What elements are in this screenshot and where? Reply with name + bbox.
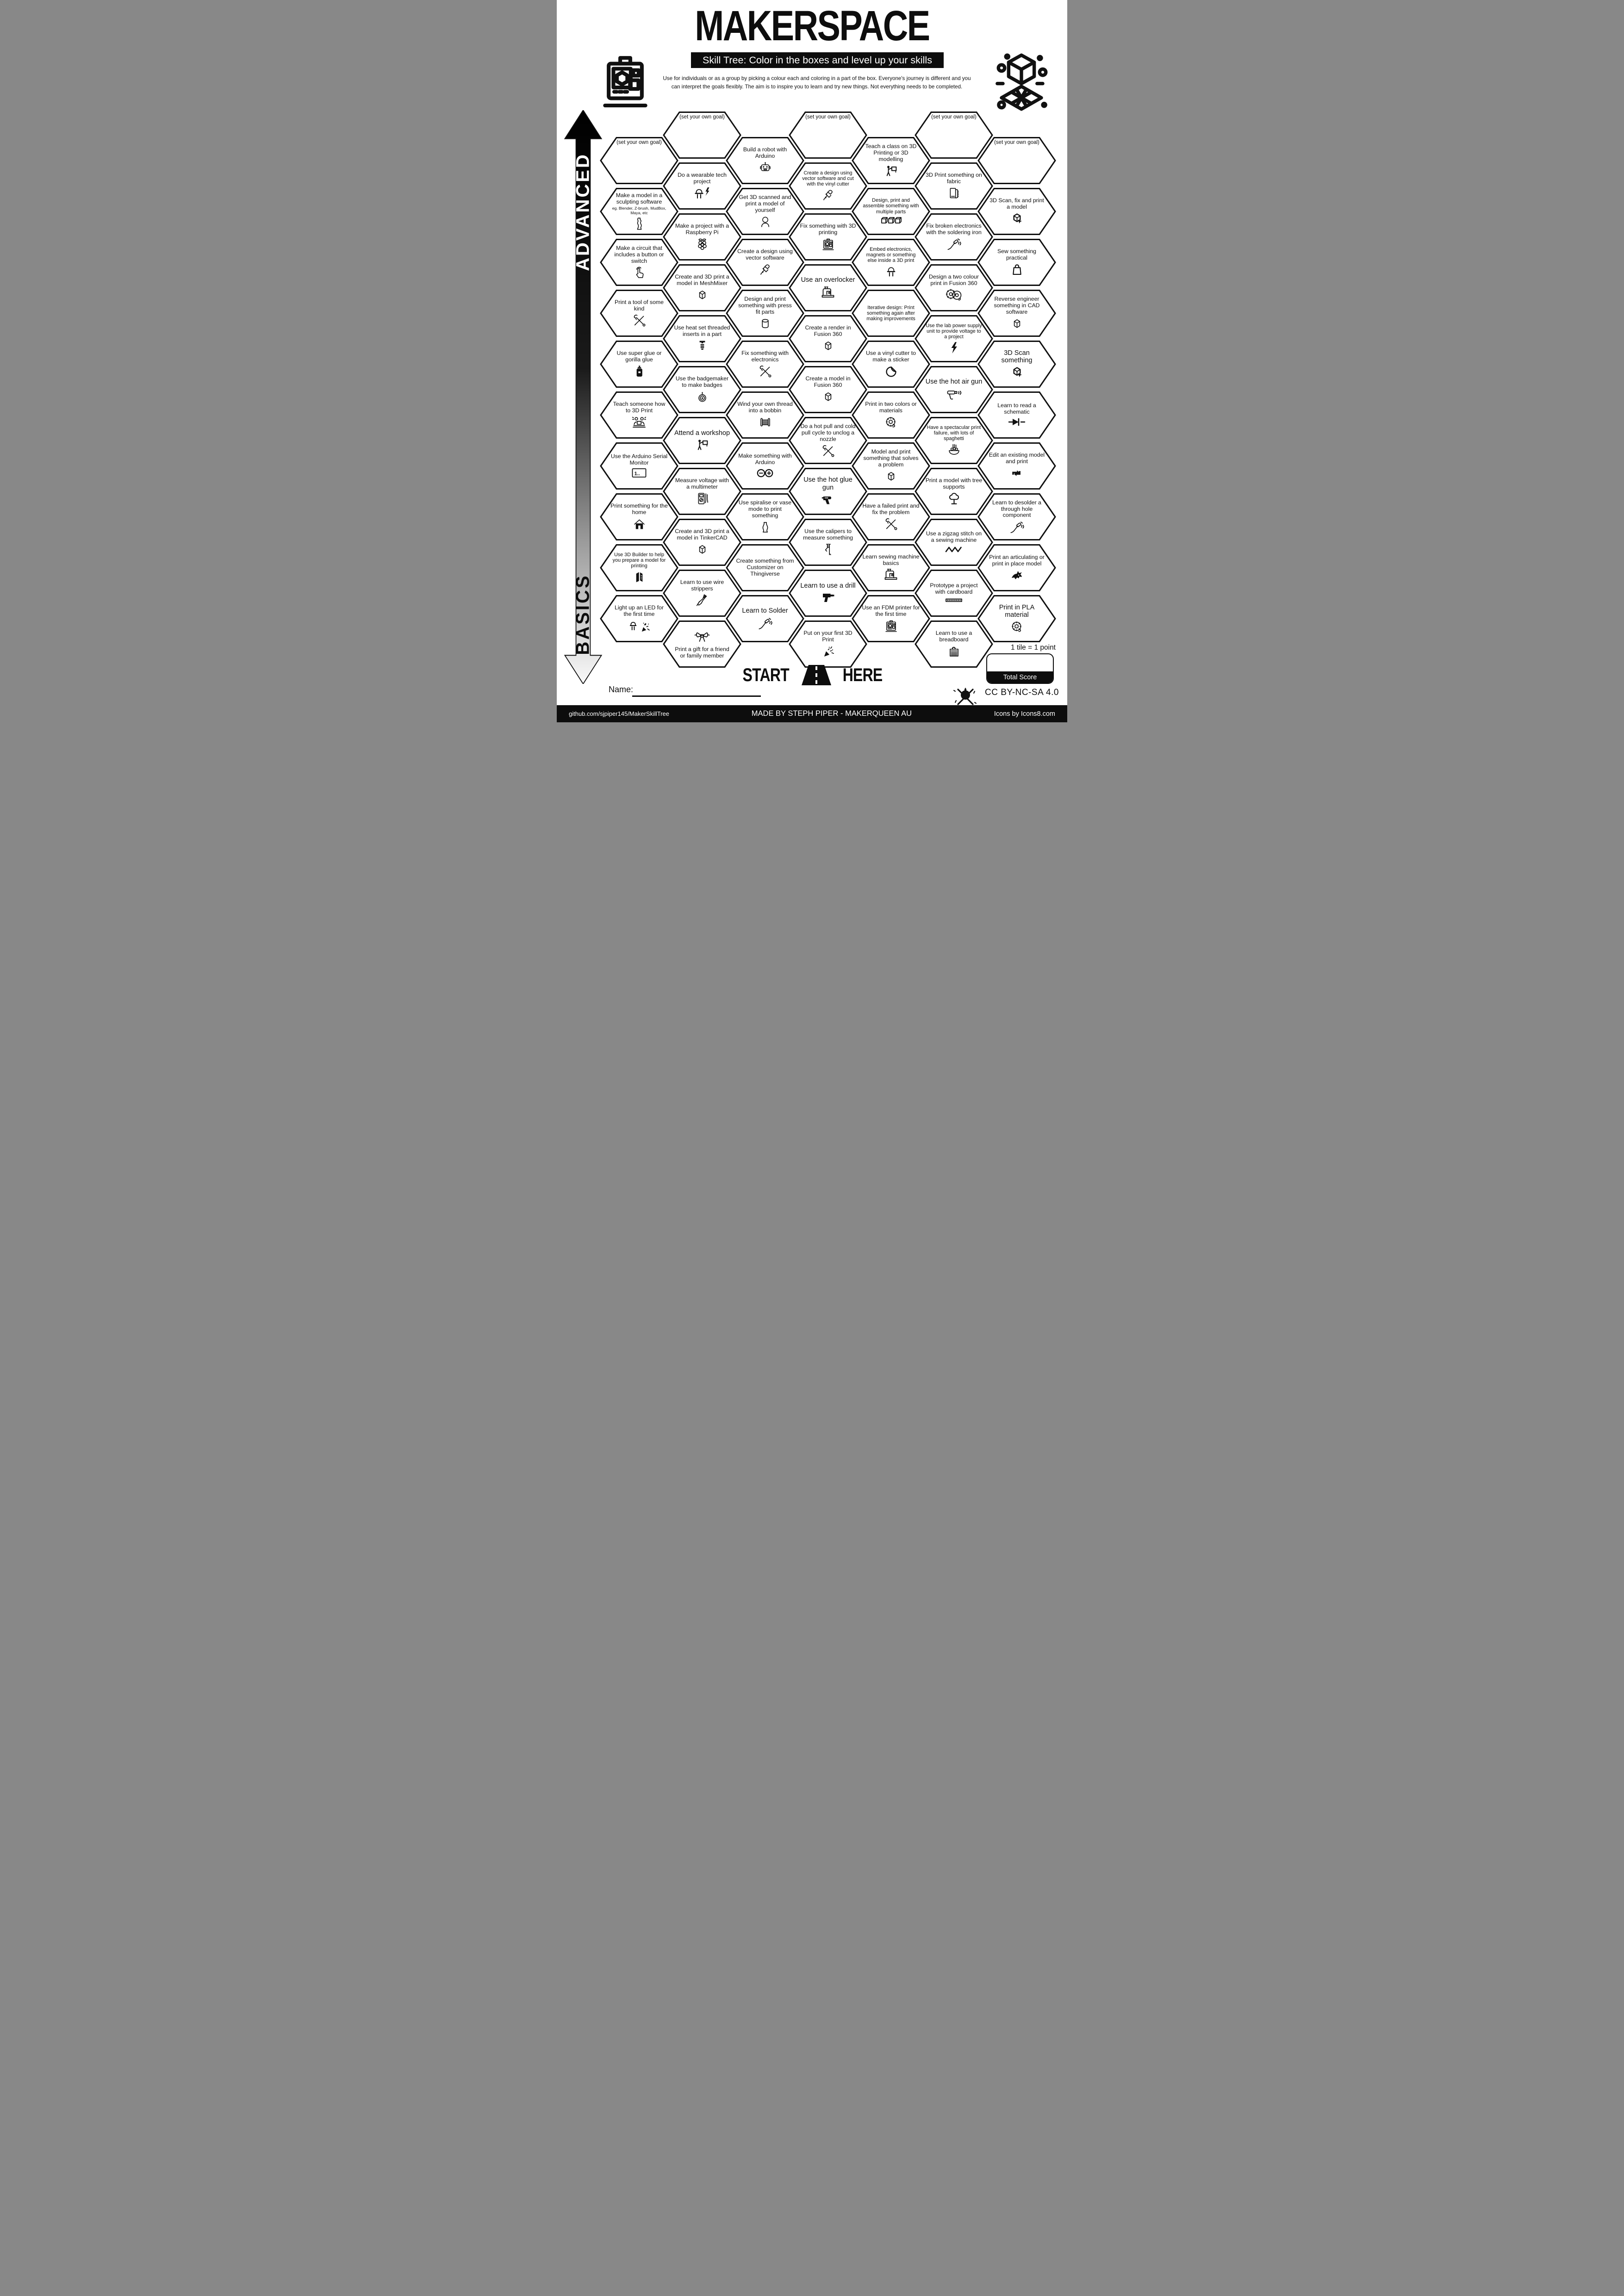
cylinder-icon bbox=[759, 317, 772, 330]
gluegun-icon bbox=[821, 493, 835, 507]
tile-label: Fix something with electronics bbox=[741, 350, 789, 363]
footer-icons-credit[interactable]: Icons by Icons8.com bbox=[994, 710, 1055, 718]
tile-label: Use super glue or gorilla glue bbox=[616, 350, 662, 363]
hex-tile[interactable] bbox=[977, 187, 1056, 236]
total-score-label: Total Score bbox=[987, 671, 1053, 683]
tile-content bbox=[977, 442, 1056, 490]
iron-icon bbox=[1009, 520, 1024, 534]
tile-label: (set your own goal) bbox=[931, 114, 977, 120]
badge-icon bbox=[696, 390, 709, 403]
footer-repo-link[interactable]: github.com/sjpiper145/MakerSkillTree bbox=[569, 710, 670, 717]
tile-label: Have a failed print and fix the problem bbox=[862, 503, 920, 515]
cubed-icon bbox=[821, 390, 835, 403]
glue-icon bbox=[633, 365, 646, 378]
tile-label: Make something with Arduino bbox=[738, 453, 792, 465]
cubed-icon bbox=[696, 288, 709, 302]
statue-icon bbox=[633, 217, 646, 230]
tile-label: 3D Scan something bbox=[1001, 349, 1033, 364]
hex-tile[interactable] bbox=[977, 289, 1056, 337]
tile-label: Model and print something that solves a problem bbox=[863, 448, 919, 468]
tile-label: Have a spectacular print failure, with lots of spaghetti bbox=[927, 424, 981, 442]
tile-content bbox=[977, 289, 1056, 337]
hex-grid bbox=[557, 0, 1067, 722]
printer-icon bbox=[884, 619, 898, 633]
tile-content bbox=[977, 391, 1056, 439]
tile-label: Learn to use wire strippers bbox=[680, 578, 724, 592]
pentool-icon bbox=[821, 188, 835, 202]
tools-icon bbox=[821, 444, 835, 458]
start-label: START bbox=[742, 664, 790, 685]
cubed-icon bbox=[696, 543, 709, 556]
tile-label: Do a hot pull and cold pull cycle to unclog a nozzle bbox=[800, 423, 856, 442]
tile-content bbox=[977, 595, 1056, 643]
tile-sublabel: eg. Blender, Z-brush, MudBox, Maya, etc bbox=[612, 206, 666, 215]
tile-label: Create a model in Fusion 360 bbox=[805, 375, 851, 388]
tile-label: Measure voltage with a multimeter bbox=[675, 477, 729, 490]
cubed-icon bbox=[1010, 317, 1024, 330]
tile-label: Fix something with 3D printing bbox=[800, 223, 856, 236]
hex-tile[interactable] bbox=[977, 137, 1056, 185]
tile-label: Get 3D scanned and print a model of yourself bbox=[739, 194, 791, 213]
robot-icon bbox=[759, 161, 772, 174]
tile-label: Design and print something with press fit parts bbox=[738, 296, 792, 315]
hex-tile[interactable] bbox=[977, 544, 1056, 592]
name-input-line[interactable] bbox=[632, 695, 761, 697]
serial-icon bbox=[631, 467, 647, 478]
hex-tile[interactable] bbox=[977, 391, 1056, 439]
tile-label: Learn to read a schematic bbox=[997, 402, 1036, 415]
tile-label: Use an FDM printer for the first time bbox=[862, 604, 920, 617]
sticker-icon bbox=[884, 365, 898, 378]
diode-icon bbox=[1008, 416, 1026, 428]
cubed-icon bbox=[821, 339, 835, 353]
tile-label: Print a gift for a friend or family member bbox=[675, 645, 729, 659]
iron-icon bbox=[758, 616, 772, 630]
tools-icon bbox=[633, 314, 646, 327]
house-icon bbox=[633, 517, 646, 531]
pair-icon bbox=[631, 415, 647, 429]
tile-label: Print a model with tree supports bbox=[925, 477, 983, 490]
spools2-icon bbox=[945, 288, 963, 302]
cubes3-icon bbox=[880, 216, 902, 225]
tile-label: Make a model in a sculpting software bbox=[616, 192, 663, 205]
meter-icon bbox=[696, 492, 709, 505]
bolt-icon bbox=[947, 341, 961, 354]
points-note: 1 tile = 1 point bbox=[1011, 644, 1056, 652]
tile-label: Design, print and assemble something with multiple parts bbox=[863, 198, 919, 215]
tile-label: Create a design using vector software bbox=[737, 248, 793, 261]
tile-label: Learn to use a breadboard bbox=[935, 630, 972, 643]
ledconfetti-icon bbox=[628, 619, 650, 633]
tile-label: Use the calipers to measure something bbox=[803, 528, 853, 541]
led-icon bbox=[884, 265, 898, 278]
tile-label: (set your own goal) bbox=[616, 140, 662, 145]
drill-icon bbox=[821, 591, 835, 604]
tile-label: Use the badgemaker to make badges bbox=[675, 375, 729, 388]
fabric-icon bbox=[947, 186, 961, 200]
subtitle-text: Skill Tree: Color in the boxes and level up your skills bbox=[703, 54, 932, 66]
ledbolt-icon bbox=[693, 186, 711, 200]
tile-content bbox=[977, 544, 1056, 592]
tile-label: Embed electronics, magnets or something else inside a 3D print bbox=[866, 246, 916, 264]
tile-label: Use the lab power supply unit to provide voltage to a project bbox=[926, 323, 982, 340]
bow-icon bbox=[694, 629, 710, 645]
strippers-icon bbox=[695, 593, 709, 607]
total-score-box[interactable] bbox=[986, 653, 1054, 684]
poster bbox=[557, 0, 1067, 722]
hex-tile[interactable] bbox=[977, 595, 1056, 643]
pentool-icon bbox=[759, 263, 772, 276]
tile-label: 3D Print something on fabric bbox=[926, 172, 982, 185]
tile-label: 3D Scan, fix and print a model bbox=[989, 197, 1044, 210]
cardboard-icon bbox=[945, 596, 963, 604]
breadboard-icon bbox=[947, 645, 961, 658]
tile-label: Prototype a project with cardboard bbox=[930, 582, 978, 595]
scanhead-icon bbox=[759, 215, 772, 229]
tile-label: Print in two colors or materials bbox=[865, 401, 917, 414]
tile-label: Use an overlocker bbox=[801, 276, 855, 284]
cubed-icon bbox=[884, 470, 898, 483]
tile-label: Iterative design: Print something again after making improvements bbox=[866, 304, 915, 322]
page-title: MAKERSPACE bbox=[695, 2, 929, 50]
tile-label: Use the hot air gun bbox=[925, 378, 983, 386]
tile-label: Create and 3D print a model in TinkerCAD bbox=[675, 528, 729, 541]
bobbin-icon bbox=[759, 416, 772, 429]
tile-label: Learn to desolder a through hole component bbox=[992, 499, 1041, 519]
tile-label: Use spiralise or vase mode to print something bbox=[738, 499, 792, 519]
tile-label: Put on your first 3D Print bbox=[803, 630, 852, 643]
zigzag-icon bbox=[945, 545, 963, 554]
name-label: Name: bbox=[609, 685, 634, 694]
tile-label: Print a tool of some kind bbox=[615, 299, 664, 312]
tree-icon bbox=[947, 492, 961, 505]
tile-content bbox=[977, 493, 1056, 541]
panels-icon bbox=[633, 570, 646, 583]
sewing-icon bbox=[821, 285, 835, 299]
hex-tile[interactable] bbox=[977, 340, 1056, 388]
tile-label: Use heat set threaded inserts in a part bbox=[674, 324, 730, 337]
tile-label: Learn sewing machine basics bbox=[862, 553, 920, 566]
description-text: Use for individuals or as a group by picking a colour each and coloring in a part of the box. Everyone's journey is different and you can interpret the goals flexibly. The aim is to inspire you to learn and try new things. Not everything needs to be completed. bbox=[663, 75, 971, 90]
tile-label: Print an articulating or print in place model bbox=[989, 553, 1045, 567]
swap-icon bbox=[1010, 466, 1024, 480]
tile-label: Print something for the home bbox=[610, 503, 668, 515]
tile-label: Make a circuit that includes a button or switch bbox=[614, 245, 664, 264]
tile-label: Learn to Solder bbox=[742, 607, 788, 615]
tile-label: Create a design using vector software and cut with the vinyl cutter bbox=[802, 170, 854, 187]
raspberry-icon bbox=[696, 237, 709, 251]
spaghetti-icon bbox=[947, 443, 961, 456]
tile-label: Use the Arduino Serial Monitor bbox=[610, 453, 668, 466]
tools-icon bbox=[884, 517, 898, 531]
hex-tile[interactable] bbox=[977, 493, 1056, 541]
printer-icon bbox=[821, 237, 835, 251]
tile-label: Wind your own thread into a bobbin bbox=[737, 401, 793, 414]
tile-label: Edit an existing model and print bbox=[989, 452, 1045, 465]
tile-label: Use 3D Builder to help you prepare a model for printing bbox=[612, 552, 666, 569]
tile-content bbox=[977, 340, 1056, 388]
tile-content bbox=[977, 137, 1056, 185]
advanced-label: ADVANCED bbox=[572, 153, 593, 271]
tile-label: (set your own goal) bbox=[805, 114, 851, 120]
dragon-icon bbox=[1009, 568, 1024, 581]
tile-label: Create a render in Fusion 360 bbox=[805, 324, 851, 337]
bag-icon bbox=[1010, 263, 1024, 276]
sewing-icon bbox=[884, 568, 898, 582]
tile-label: Light up an LED for the first time bbox=[615, 604, 664, 617]
tile-label: Print in PLA material bbox=[999, 603, 1035, 619]
tile-label: (set your own goal) bbox=[679, 114, 725, 120]
tile-content bbox=[977, 238, 1056, 286]
iron-icon bbox=[946, 237, 961, 251]
insert-icon bbox=[696, 339, 709, 353]
tile-label: Attend a workshop bbox=[674, 429, 730, 437]
tile-label: Make a project with a Raspberry Pi bbox=[675, 223, 729, 236]
tile-content bbox=[977, 187, 1056, 236]
presenter-icon bbox=[696, 438, 709, 452]
arduino-icon bbox=[756, 467, 774, 479]
tile-label: Create something from Customizer on Thingiverse bbox=[736, 558, 794, 577]
road-icon bbox=[802, 664, 831, 686]
tile-label: (set your own goal) bbox=[994, 140, 1039, 145]
license-label: CC BY-NC-SA 4.0 bbox=[985, 688, 1059, 697]
here-label: HERE bbox=[842, 664, 883, 685]
scancube-icon bbox=[1010, 212, 1024, 225]
spool-icon bbox=[884, 416, 898, 429]
tile-label: Do a wearable tech project bbox=[678, 171, 727, 185]
footer-credit: MADE BY STEPH PIPER - MAKERQUEEN AU bbox=[751, 709, 912, 718]
footer-bar bbox=[557, 705, 1067, 722]
basics-label: BASICS bbox=[572, 574, 593, 655]
heatgun-icon bbox=[946, 387, 962, 401]
tile-label: Design a two colour print in Fusion 360 bbox=[929, 273, 979, 286]
spool-icon bbox=[1010, 620, 1024, 633]
presenter-icon bbox=[884, 164, 898, 178]
hex-tile[interactable] bbox=[977, 442, 1056, 490]
tile-label: Learn to use a drill bbox=[800, 582, 856, 590]
tools-icon bbox=[759, 365, 772, 378]
tile-label: Use a zigzag stitch on a sewing machine bbox=[926, 530, 982, 543]
calipers-icon bbox=[821, 543, 835, 556]
scancube-icon bbox=[1010, 366, 1024, 379]
tile-label: Use the hot glue gun bbox=[803, 476, 852, 491]
confetti-icon bbox=[821, 645, 835, 658]
tile-label: Fix broken electronics with the soldering iron bbox=[926, 222, 982, 236]
tile-label: Teach someone how to 3D Print bbox=[613, 400, 666, 414]
vase-icon bbox=[759, 521, 772, 534]
tile-label: Build a robot with Arduino bbox=[743, 146, 787, 159]
tile-label: Reverse engineer something in CAD software bbox=[994, 296, 1040, 315]
hex-tile[interactable] bbox=[977, 238, 1056, 286]
tile-label: Use a vinyl cutter to make a sticker bbox=[866, 350, 916, 363]
tile-label: Teach a class on 3D Printing or 3D modelling bbox=[865, 143, 917, 162]
tile-label: Create and 3D print a model in MeshMixer bbox=[675, 273, 729, 286]
tile-label: Sew something practical bbox=[997, 248, 1037, 261]
touch-icon bbox=[633, 266, 646, 279]
